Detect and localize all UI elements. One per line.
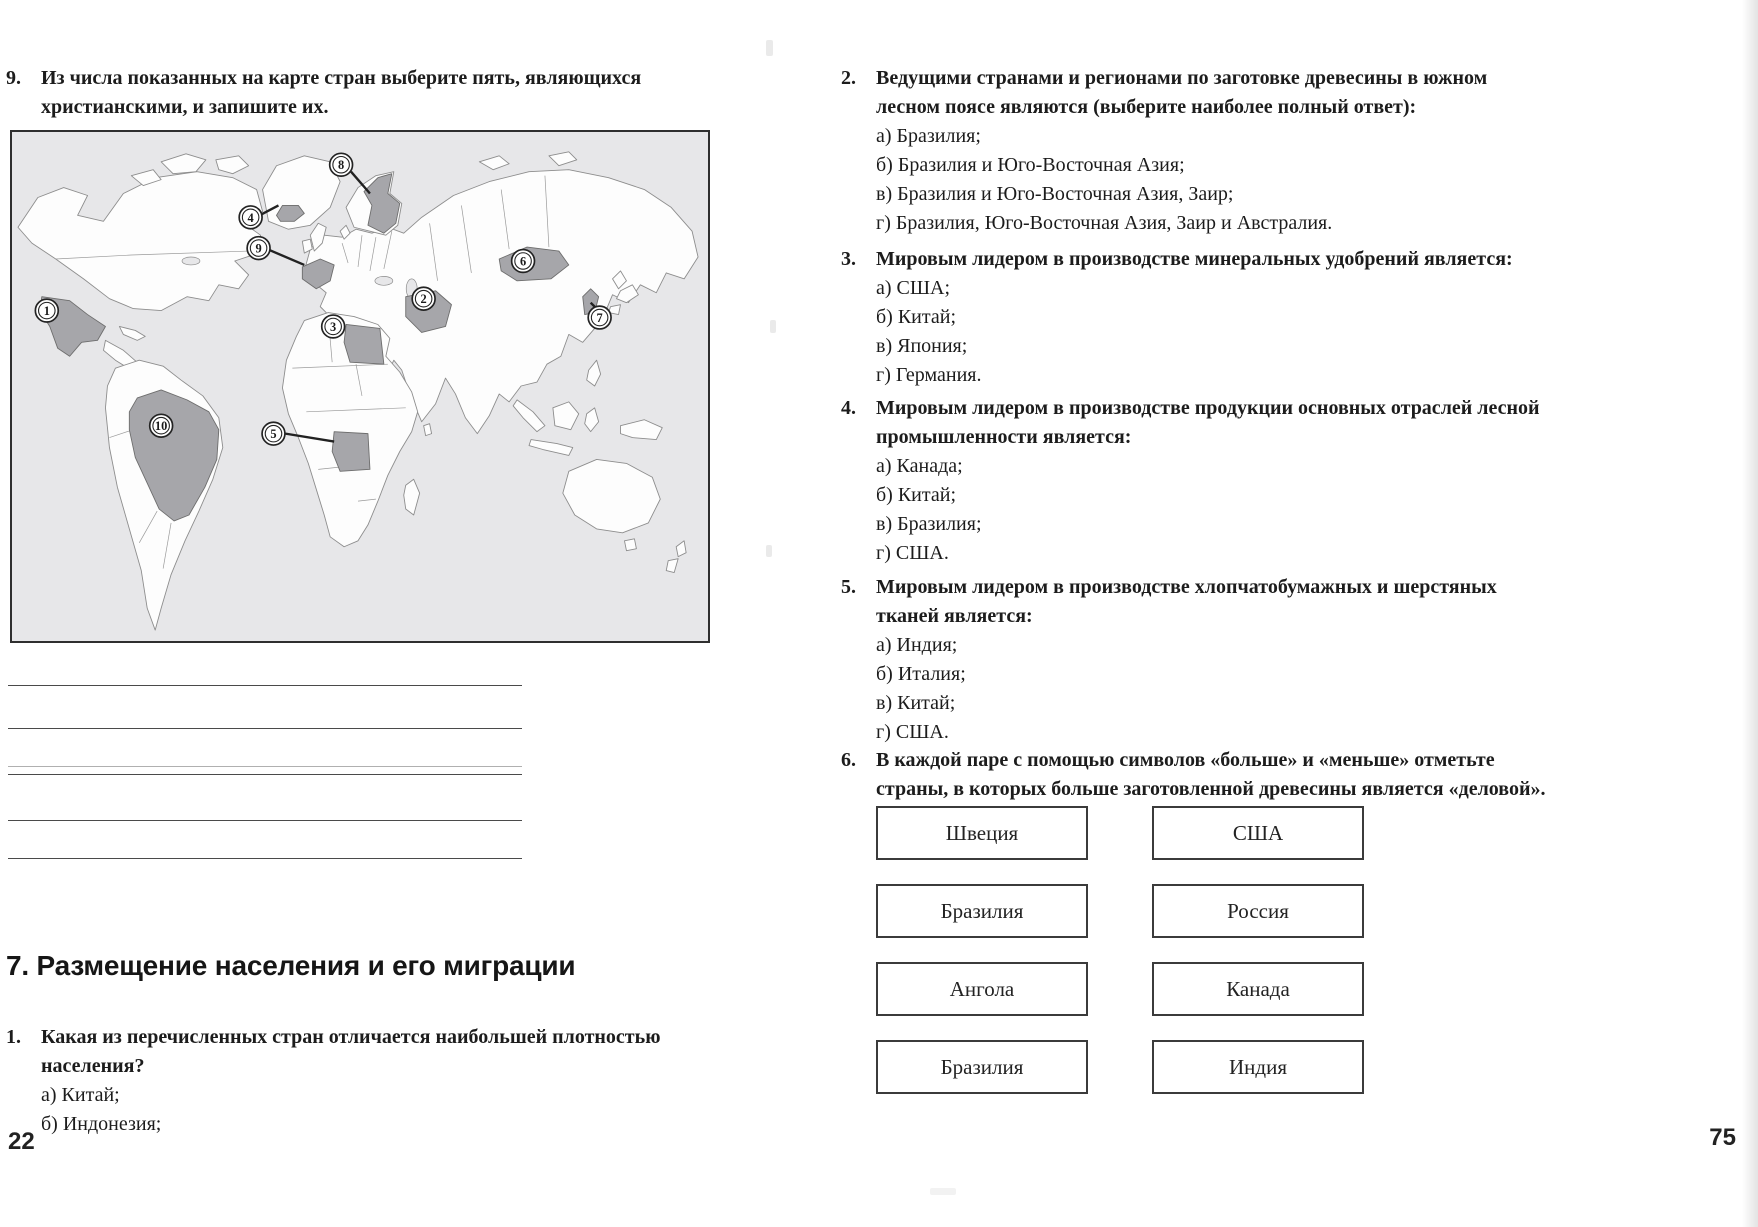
answer-line[interactable] xyxy=(8,774,522,775)
page-number-left: 22 xyxy=(8,1128,35,1155)
question-number: 9. xyxy=(6,67,21,89)
scan-smudge xyxy=(766,40,773,56)
question-4 xyxy=(841,394,1547,568)
map-marker-8 xyxy=(330,153,353,176)
option-a: а) Китай; xyxy=(41,1084,120,1106)
question-text: Из числа показанных на карте стран выберите пять, являющихся христианскими, и запишите их. xyxy=(41,67,642,118)
question-number: 1. xyxy=(6,1026,21,1048)
pair-row-4 xyxy=(876,1040,1368,1094)
question-number: 2. xyxy=(841,67,856,89)
question-text: Какая из перечисленных стран отличается наибольшей плотностью населения? xyxy=(41,1026,661,1077)
question-number: 4. xyxy=(841,397,856,419)
svg-text:5: 5 xyxy=(270,427,277,442)
question-1 xyxy=(6,1023,718,1139)
option-v: в) Китай; xyxy=(876,692,956,714)
question-number: 3. xyxy=(841,248,856,270)
great-lakes xyxy=(182,257,200,265)
question-text: В каждой паре с помощью символов «больше» и «меньше» отметьте страны, в которых больше заготовленной древесины является «деловой». xyxy=(876,749,1546,800)
section-heading: 7. Размещение населения и его миграции xyxy=(6,950,576,981)
option-a: а) Бразилия; xyxy=(876,125,981,147)
country-box-russia[interactable]: Россия xyxy=(1152,884,1364,938)
option-g: г) Германия. xyxy=(876,364,982,386)
svg-text:3: 3 xyxy=(330,319,337,334)
svg-text:2: 2 xyxy=(420,292,427,307)
question-text: Ведущими странами и регионами по заготовке древесины в южном лесном поясе являются (выберите наиболее полный ответ): xyxy=(876,67,1488,118)
scan-smudge xyxy=(766,545,772,557)
world-map xyxy=(10,130,710,643)
map-marker-9 xyxy=(247,237,270,260)
answer-line[interactable] xyxy=(8,820,522,821)
answer-line[interactable] xyxy=(8,728,522,729)
world-map-svg xyxy=(12,132,708,641)
country-box-brazil-2[interactable]: Бразилия xyxy=(876,1040,1088,1094)
answer-line[interactable] xyxy=(8,858,522,859)
option-b: б) Китай; xyxy=(876,484,956,506)
map-marker-7 xyxy=(588,306,611,329)
country-box-usa[interactable]: США xyxy=(1152,806,1364,860)
question-2 xyxy=(841,64,1547,238)
question-5 xyxy=(841,573,1547,747)
option-g: г) Бразилия, Юго-Восточная Азия, Заир и Австралия. xyxy=(876,212,1333,234)
page-number-right: 75 xyxy=(1709,1124,1736,1151)
map-marker-4 xyxy=(239,206,262,229)
option-v: в) Бразилия; xyxy=(876,513,982,535)
pair-row-2 xyxy=(876,884,1368,938)
option-a: а) Индия; xyxy=(876,634,958,656)
option-v: в) Япония; xyxy=(876,335,968,357)
svg-text:7: 7 xyxy=(596,311,603,326)
map-marker-2 xyxy=(412,287,435,310)
svg-text:9: 9 xyxy=(255,241,262,256)
country-box-sweden[interactable]: Швеция xyxy=(876,806,1088,860)
answer-line[interactable] xyxy=(8,685,522,686)
option-b: б) Китай; xyxy=(876,306,956,328)
question-number: 6. xyxy=(841,749,856,771)
svg-text:1: 1 xyxy=(43,304,50,319)
map-marker-6 xyxy=(512,250,535,273)
scan-smudge xyxy=(770,320,776,333)
country-box-india[interactable]: Индия xyxy=(1152,1040,1364,1094)
land-sri-lanka xyxy=(424,424,432,436)
country-box-brazil[interactable]: Бразилия xyxy=(876,884,1088,938)
land-tasmania xyxy=(624,539,636,551)
option-b: б) Бразилия и Юго-Восточная Азия; xyxy=(876,154,1185,176)
country-box-canada[interactable]: Канада xyxy=(1152,962,1364,1016)
option-a: а) Канада; xyxy=(876,455,963,477)
svg-text:10: 10 xyxy=(154,419,168,434)
option-v: в) Бразилия и Юго-Восточная Азия, Заир; xyxy=(876,183,1234,205)
map-marker-3 xyxy=(322,315,345,338)
question-text: Мировым лидером в производстве хлопчатобумажных и шерстяных тканей является: xyxy=(876,576,1497,627)
scan-smudge xyxy=(930,1188,956,1195)
country-egypt-highlight xyxy=(344,324,384,364)
question-3 xyxy=(841,245,1547,390)
question-number: 5. xyxy=(841,576,856,598)
option-a: а) США; xyxy=(876,277,951,299)
svg-text:8: 8 xyxy=(338,158,345,173)
question-text: Мировым лидером в производстве минеральных удобрений является: xyxy=(876,248,1513,270)
option-g: г) США. xyxy=(876,542,949,564)
question-6 xyxy=(841,746,1547,804)
option-b: б) Италия; xyxy=(876,663,966,685)
svg-text:6: 6 xyxy=(519,254,527,269)
pair-row-3 xyxy=(876,962,1368,1016)
svg-text:4: 4 xyxy=(247,210,254,225)
black-sea xyxy=(375,276,393,285)
page-edge-shadow xyxy=(1742,0,1758,1227)
option-g: г) США. xyxy=(876,721,949,743)
question-9 xyxy=(6,64,712,122)
pair-row-1 xyxy=(876,806,1368,860)
map-marker-5 xyxy=(262,422,285,445)
map-marker-10 xyxy=(150,414,173,437)
country-angola-highlight xyxy=(332,432,370,472)
option-b: б) Индонезия; xyxy=(41,1113,162,1135)
map-marker-1 xyxy=(35,299,58,322)
country-pairs xyxy=(876,806,1368,1118)
question-text: Мировым лидером в производстве продукции основных отраслей лесной промышленности является: xyxy=(876,397,1540,448)
country-box-angola[interactable]: Ангола xyxy=(876,962,1088,1016)
answer-line-ghost xyxy=(8,766,522,767)
